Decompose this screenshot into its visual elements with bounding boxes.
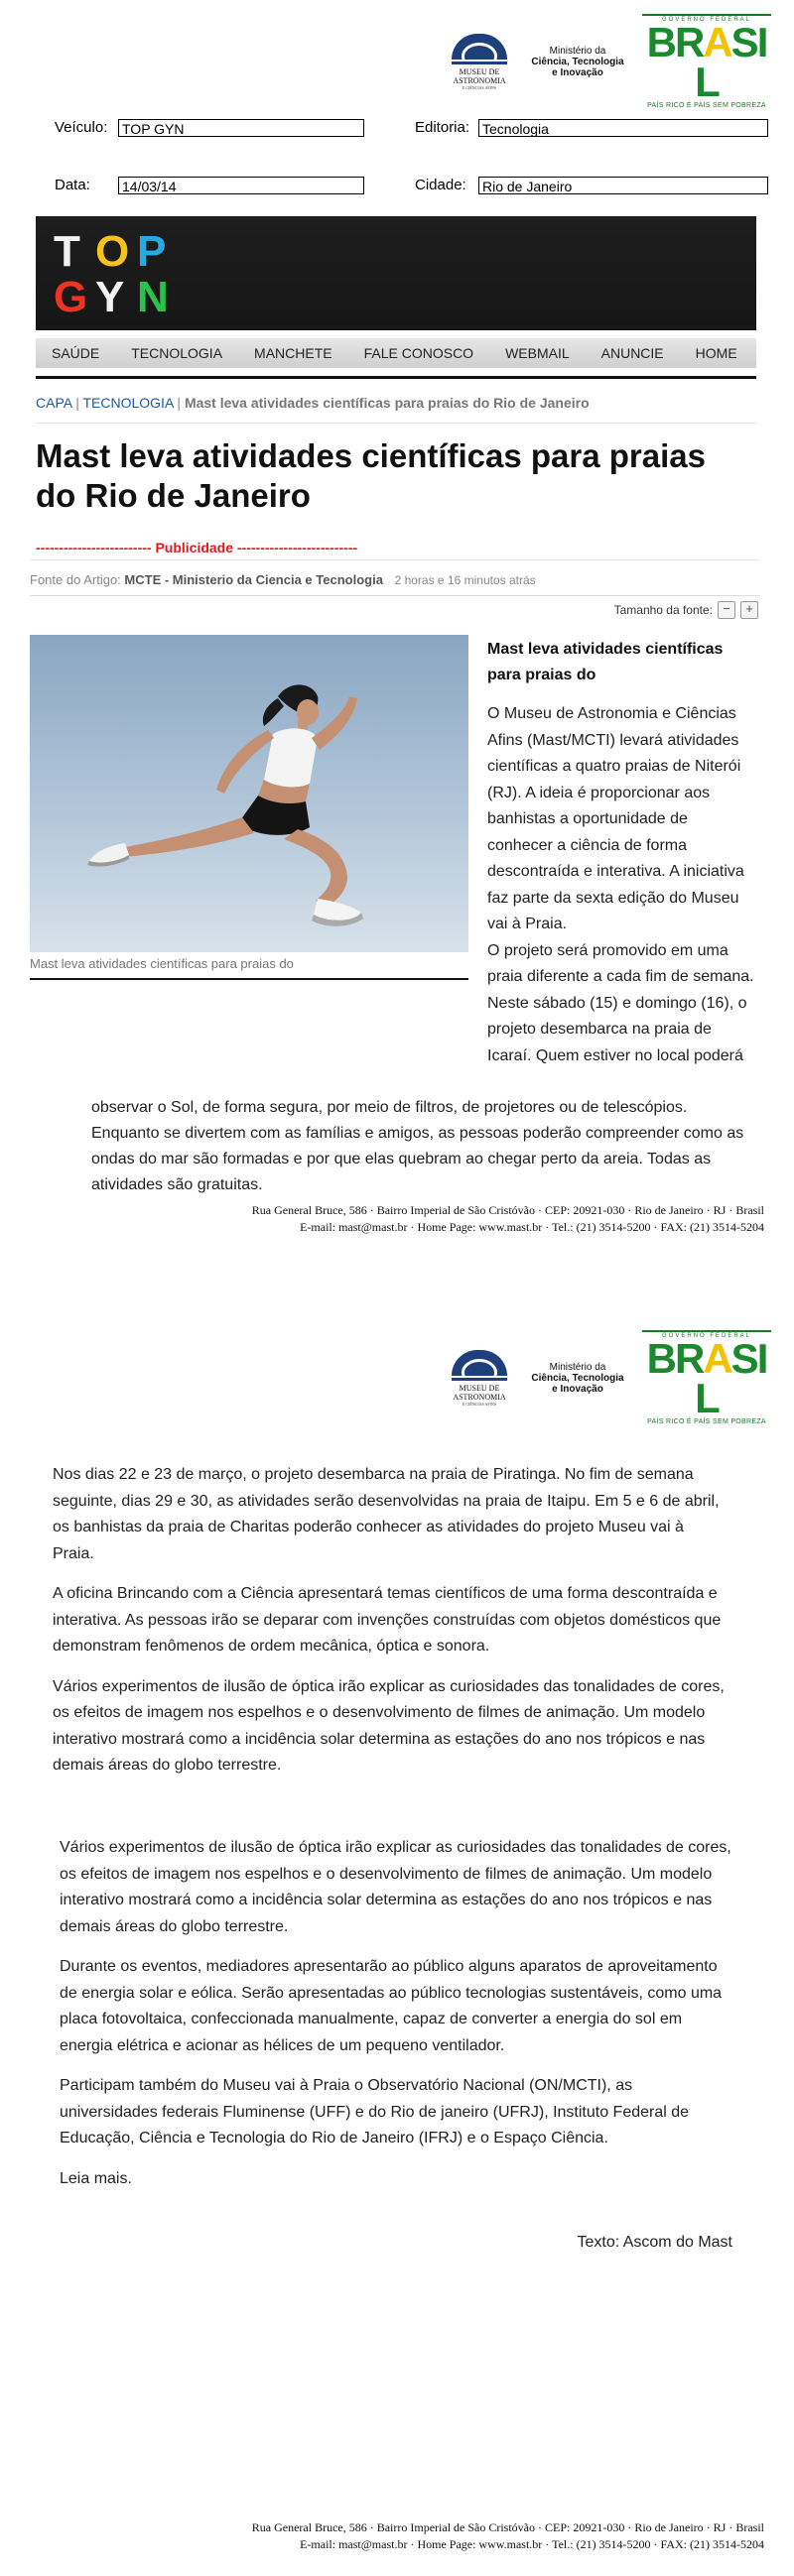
logo-letter-p: P	[137, 227, 167, 276]
footer-address-page2: Rua General Bruce, 586 · Bairro Imperial de São Cristóvão · CEP: 20921-030 · Rio de Janeiro · RJ · Brasil E-mail: mast@mast.br · Home Page: www.mast.br · Tel.: (21) 3514-5200 · FAX: (21) 3514-5204	[251, 2520, 764, 2551]
caption-divider	[30, 978, 468, 980]
veiculo-field[interactable]: TOP GYN	[118, 119, 364, 137]
font-decrease-button[interactable]: −	[718, 601, 735, 619]
page2-block2	[60, 1835, 734, 2206]
paragraph: O projeto será promovido em uma praia diferente a cada fim de semana. Neste sábado (15) e domingo (16), o projeto desembarca na praia de Icaraí. Quem estiver no local poderá	[487, 941, 754, 1064]
nav-manchete[interactable]: MANCHETE	[254, 345, 332, 361]
site-header	[36, 216, 756, 330]
jumping-woman-illustration	[30, 635, 468, 952]
time-ago: 2 horas e 16 minutos atrás	[394, 573, 536, 587]
paragraph: A oficina Brincando com a Ciência apresentará temas científicos de uma forma descontraída e interativa. As pessoas irão se deparar com invenções construídas com objetos domésticos que demonstram fenômenos de ordem mecânica, óptica e sonora.	[53, 1585, 722, 1655]
paragraph: Vários experimentos de ilusão de óptica irão explicar as curiosidades das tonalidades de cores, os efeitos de imagem nos espelhos e o desenvolvimento de filmes de animação. Um modelo interativo mostrará como a incidência solar determina as estações do ano nos trópicos e nas demais áreas do globo terrestre.	[60, 1839, 731, 1935]
divider	[30, 595, 760, 596]
article-body-wide: observar o Sol, de forma segura, por meio de filtros, de projetores ou de telescópios. Enquanto se divertem com as famílias e amigos, as pessoas poderão compreender como as ondas do mar são formadas e por que elas quebram ao chegar perto da areia. Todas as atividades são gratuitas.	[91, 1099, 744, 1193]
veiculo-label: Veículo:	[55, 119, 108, 136]
mast-logo: MUSEU DE ASTRONOMIA E CIÊNCIAS AFINS	[446, 1350, 513, 1407]
logo-letter-o: O	[95, 227, 130, 276]
nav-webmail[interactable]: WEBMAIL	[505, 345, 570, 361]
text-credit: Texto: Ascom do Mast	[577, 2234, 732, 2251]
header-logos-page2	[446, 1333, 771, 1425]
article-body-side	[487, 701, 755, 1069]
divider	[36, 423, 756, 424]
paragraph: O Museu de Astronomia e Ciências Afins (Mast/MCTI) levará atividades científicas a quatro praias de Niterói (RJ). A ideia é proporcionar aos banhistas a oportunidade de conhecer a ciência de forma descontraída e interativa. A iniciativa faz parte da sexta edição do Museu vai à Praia.	[487, 705, 744, 932]
publicidade-label: ------------------------- Publicidade --------------------------	[36, 540, 358, 555]
nav-tecnologia[interactable]: TECNOLOGIA	[131, 345, 223, 361]
breadcrumb: CAPA | TECNOLOGIA | Mast leva atividades científicas para praias do Rio de Janeiro	[36, 395, 590, 411]
nav-divider	[36, 376, 756, 379]
ministry-label: Ministério da Ciência, Tecnologia e Inovação	[531, 1361, 624, 1395]
cidade-label: Cidade:	[415, 177, 466, 193]
brasil-gov-logo: GOVERNO FEDERAL BRASIL PAÍS RICO É PAÍS SEM POBREZA	[642, 14, 771, 109]
article-photo	[30, 635, 468, 952]
paragraph: Participam também do Museu vai à Praia o Observatório Nacional (ON/MCTI), as universidades federais Fluminense (UFF) e do Rio de janeiro (UFRJ), Instituto Federal de Educação, Ciência e Tecnologia do Rio de Janeiro (IFRJ) e o Espaço Ciência.	[60, 2077, 690, 2147]
logo-letter-g: G	[54, 273, 88, 321]
breadcrumb-current: Mast leva atividades científicas para praias do Rio de Janeiro	[184, 395, 590, 411]
font-size-control: Tamanho da fonte: − +	[614, 601, 758, 619]
divider	[30, 559, 760, 560]
photo-caption: Mast leva atividades científicas para praias do	[30, 956, 294, 971]
nav-home[interactable]: HOME	[695, 345, 737, 361]
nav-fale-conosco[interactable]: FALE CONOSCO	[363, 345, 474, 361]
brasil-word: BRASIL	[646, 19, 767, 105]
source-name: MCTE - Ministerio da Ciencia e Tecnologia	[124, 572, 383, 587]
brasil-gov-logo: GOVERNO FEDERAL BRASIL PAÍS RICO É PAÍS SEM POBREZA	[642, 1330, 771, 1425]
breadcrumb-capa[interactable]: CAPA	[36, 395, 72, 411]
article-headline: Mast leva atividades científicas para praias do Rio de Janeiro	[36, 437, 707, 514]
footer-address: Rua General Bruce, 586 · Bairro Imperial de São Cristóvão · CEP: 20921-030 · Rio de Janeiro · RJ · Brasil E-mail: mast@mast.br · Home Page: www.mast.br · Tel.: (21) 3514-5200 · FAX: (21) 3514-5204	[251, 1203, 764, 1234]
logo-letter-y: Y	[95, 273, 125, 321]
ministry-label: Ministério da Ciência, Tecnologia e Inovação	[531, 45, 624, 78]
page2-block1	[53, 1462, 728, 1793]
article-subtitle: Mast leva atividades científicas para praias do	[487, 641, 724, 683]
brasil-word: BRASIL	[646, 1335, 767, 1421]
font-increase-button[interactable]: +	[740, 601, 758, 619]
cidade-field[interactable]: Rio de Janeiro	[478, 177, 768, 194]
read-more-link[interactable]: Leia mais.	[60, 2169, 132, 2187]
main-nav	[36, 338, 756, 368]
logo-letter-t: T	[54, 227, 80, 276]
paragraph: Durante os eventos, mediadores apresentarão ao público alguns aparatos de aproveitamento de energia solar e eólica. Serão apresentadas ao público tecnologias sustentáveis, como uma placa fotovoltaica, confeccionada manualmente, capaz de converter a energia do sol em energia elétrica e acionar as hélices de um pequeno ventilador.	[60, 1958, 723, 2054]
logo-letter-n: N	[137, 273, 169, 321]
paragraph: Vários experimentos de ilusão de óptica irão explicar as curiosidades das tonalidades de cores, os efeitos de imagem nos espelhos e o desenvolvimento de filmes de animação. Um modelo interativo mostrará como a incidência solar determina as estações do ano nos trópicos e nas demais áreas do globo terrestre.	[53, 1677, 725, 1774]
editoria-field[interactable]: Tecnologia	[478, 119, 768, 137]
header-logos	[446, 17, 771, 109]
nav-saude[interactable]: SAÚDE	[52, 345, 100, 361]
mast-logo: MUSEU DE ASTRONOMIA E CIÊNCIAS AFINS	[446, 34, 513, 90]
editoria-label: Editoria:	[415, 119, 470, 136]
nav-anuncie[interactable]: ANUNCIE	[600, 345, 664, 361]
data-field[interactable]: 14/03/14	[118, 177, 364, 194]
data-label: Data:	[55, 177, 90, 193]
article-source: Fonte do Artigo: MCTE - Ministerio da Ciencia e Tecnologia 2 horas e 16 minutos atrás	[30, 572, 536, 587]
breadcrumb-tecnologia[interactable]: TECNOLOGIA	[82, 395, 174, 411]
paragraph: Nos dias 22 e 23 de março, o projeto desembarca na praia de Piratinga. No fim de semana seguinte, dias 29 e 30, as atividades serão desenvolvidas na praia de Itaipu. Em 5 e 6 de abril, os banhistas da praia de Charitas poderão conhecer as atividades do projeto Museu vai à Praia.	[53, 1466, 720, 1562]
